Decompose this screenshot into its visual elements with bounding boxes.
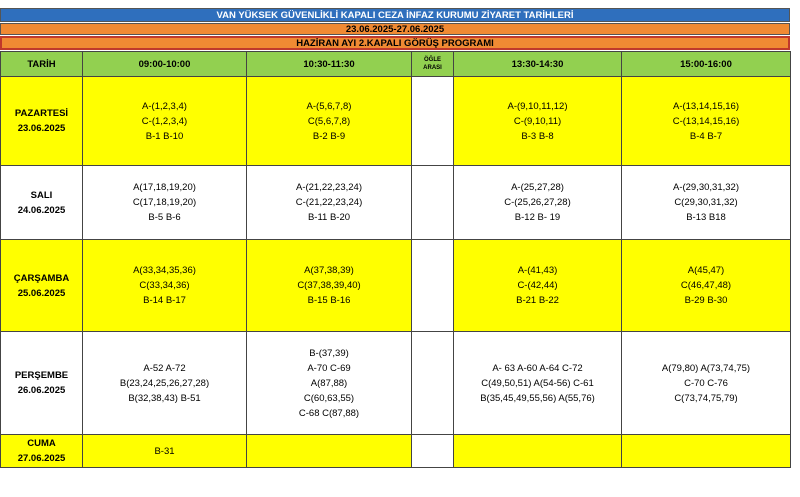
visit-group-line: B-4 B-7 [689,130,723,142]
visit-group-line: A-(29,30,31,32) [672,182,739,193]
day-name: CUMA [27,438,56,449]
day-date: 27.06.2025 [17,453,66,464]
slot-cell-s4 [622,332,791,435]
visit-group-line: C-70 C-76 [684,377,728,389]
slot-cell-s3 [454,435,622,468]
visit-group-line: A-52 A-72 [143,362,186,374]
slot-cell-s2 [247,332,412,435]
visit-group-line: A(17,18,19,20) [133,182,196,193]
visit-group-line: A-(13,14,15,16) [672,100,739,112]
visit-group-line: B(35,45,49,55,56) A(55,76) [480,392,595,404]
table-row [1,77,791,166]
visit-group-line: B-31 [154,445,175,457]
visit-group-line: C(29,30,31,32) [674,197,738,208]
visit-group-line: B-12 B- 19 [514,212,561,223]
day-name: PERŞEMBE [14,370,69,381]
day-name: ÇARŞAMBA [13,272,70,284]
header-slot-4: 15:00-16:00 [622,52,791,77]
visit-group-line: C(46,47,48) [680,280,732,291]
visit-group-line: A-70 C-69 [307,362,351,374]
header-ogle-arasi [412,52,454,77]
day-date: 25.06.2025 [17,287,66,299]
visit-group-line: B-11 B-20 [307,212,351,223]
visit-group-line: B-3 B-8 [521,130,554,142]
slot-cell-s1 [83,332,247,435]
slot-cell-s1 [83,166,247,240]
day-name: PAZARTESİ [14,108,69,119]
slot-cell-s3 [454,77,622,166]
slot-cell-s3 [454,240,622,332]
lunch-break-cell [412,77,454,166]
visit-group-line: B-14 B-17 [143,295,186,306]
slot-cell-s1 [83,77,247,166]
visit-group-line: B(23,24,25,26,27,28) [119,377,210,389]
table-row [1,240,791,332]
visit-group-line: C(49,50,51) A(54-56) C-61 [481,377,594,389]
visit-group-line: B-(37,39) [309,347,349,359]
visit-group-line: C(60,63,55) [303,392,355,404]
slot-cell-s2 [247,77,412,166]
visit-group-line: A(45,47) [687,265,725,276]
header-ogle-line1: ÖĞLE [423,57,441,63]
visit-group-line: A(79,80) A(73,74,75) [661,362,751,374]
day-cell [1,435,83,468]
day-cell [1,166,83,240]
schedule-sheet [0,8,790,468]
visit-group-line: B-5 B-6 [148,212,181,223]
visit-group-line: B-13 B18 [686,212,726,223]
visit-group-line: C-(25,26,27,28) [504,197,571,208]
visit-group-line: C-(1,2,3,4) [141,115,188,127]
slot-cell-s4 [622,77,791,166]
slot-cell-s3 [454,166,622,240]
visit-group-line: A-(21,22,23,24) [295,182,362,193]
visit-group-line: C-(42,44) [517,280,558,291]
lunch-break-cell [412,332,454,435]
day-cell [1,332,83,435]
table-row [1,435,791,468]
header-slot-3: 13:30-14:30 [454,52,622,77]
day-date: 26.06.2025 [17,385,66,396]
visit-group-line: A-(25,27,28) [511,182,564,193]
day-cell [1,77,83,166]
day-date: 23.06.2025 [17,123,66,134]
visit-group-line: C-(9,10,11) [513,115,562,127]
slot-cell-s4 [622,240,791,332]
visit-group-line: A-(1,2,3,4) [142,100,187,112]
page-title: VAN YÜKSEK GÜVENLİKLİ KAPALI CEZA İNFAZ KURUMU ZİYARET TARİHLERİ [0,8,790,22]
visit-group-line: A-(41,43) [517,265,558,276]
visit-group-line: A- 63 A-60 A-64 C-72 [492,362,583,374]
program-title: HAZİRAN AYI 2.KAPALI GÖRÜŞ PROGRAMI [0,36,790,50]
visit-group-line: A(33,34,35,36) [133,265,196,276]
slot-cell-s2 [247,240,412,332]
visit-group-line: A-(5,6,7,8) [306,100,352,112]
visit-group-line: C(17,18,19,20) [132,197,197,208]
header-slot-2: 10:30-11:30 [247,52,412,77]
slot-cell-s1 [83,435,247,468]
visit-group-line: A(37,38,39) [304,265,354,276]
visit-group-line: B-15 B-16 [307,295,351,306]
visit-group-line: B-21 B-22 [516,295,559,306]
visit-group-line: A-(9,10,11,12) [507,100,568,112]
day-name: SALI [30,189,53,201]
visit-group-line: B-29 B-30 [684,295,728,306]
lunch-break-cell [412,435,454,468]
header-slot-1: 09:00-10:00 [83,52,247,77]
visit-group-line: A(87,88) [310,377,348,389]
date-range: 23.06.2025-27.06.2025 [0,23,790,35]
visit-group-line: B-1 B-10 [145,130,184,142]
slot-cell-s4 [622,435,791,468]
slot-cell-s3 [454,332,622,435]
visit-group-line: C(37,38,39,40) [297,280,361,291]
header-ogle-line2: ARASI [423,65,442,71]
visit-group-line: C(33,34,36) [139,280,190,291]
lunch-break-cell [412,240,454,332]
schedule-body [1,77,791,468]
slot-cell-s2 [247,166,412,240]
lunch-break-cell [412,166,454,240]
table-row [1,332,791,435]
visit-group-line: B(32,38,43) B-51 [128,392,201,404]
visit-group-line: C-68 C(87,88) [298,407,360,419]
slot-cell-s4 [622,166,791,240]
header-row [1,52,791,77]
day-cell [1,240,83,332]
visit-schedule-table [0,51,791,468]
visit-group-line: C-(13,14,15,16) [672,115,740,127]
visit-group-line: B-2 B-9 [312,130,346,142]
header-tarih: TARİH [1,52,83,77]
visit-group-line: C(73,74,75,79) [674,392,738,404]
day-date: 24.06.2025 [17,204,66,216]
table-row [1,166,791,240]
slot-cell-s1 [83,240,247,332]
visit-group-line: C(5,6,7,8) [307,115,351,127]
visit-group-line: C-(21,22,23,24) [295,197,363,208]
slot-cell-s2 [247,435,412,468]
